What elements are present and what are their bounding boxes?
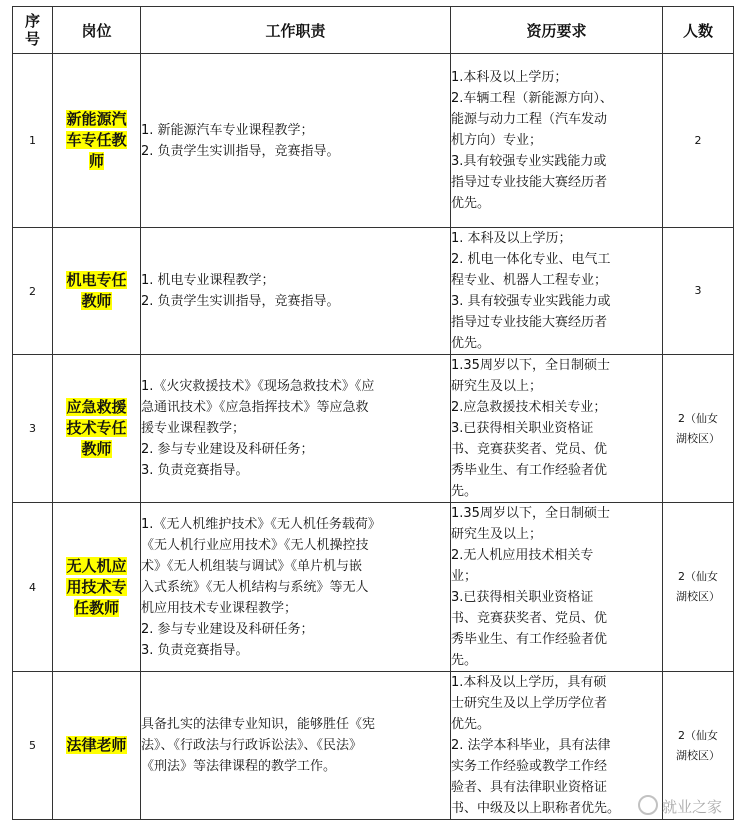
duty-line: 1. 新能源汽车专业课程教学；	[141, 122, 314, 138]
headcount-cell	[663, 54, 734, 228]
headcount-cell	[663, 355, 734, 503]
requirement-line: 业；	[451, 569, 478, 584]
headcount-cell	[663, 228, 734, 355]
header-row	[13, 7, 734, 54]
requirement-line: 优先。	[451, 196, 491, 211]
duty-line: 《刑法》等法律课程的教学工作。	[141, 759, 337, 774]
position-title-line: 用技术专	[66, 577, 127, 596]
position-cell	[53, 672, 141, 820]
position-title-line: 车专任教	[66, 131, 127, 149]
duty-line: 入式系统》《无人机结构与系统》等无人	[141, 579, 369, 595]
headcount-line: 2（仙女	[678, 411, 718, 425]
requirement-line: 研究生及以上；	[451, 527, 543, 542]
requirement-line: 3.具有较强专业实践能力或	[451, 154, 607, 169]
table-row	[13, 54, 734, 228]
requirement-line: 2. 机电一体化专业、电气工	[451, 252, 611, 267]
position-title-line: 机电专任	[66, 271, 127, 289]
header-count: 人数	[663, 7, 734, 54]
header-no	[13, 7, 53, 54]
position-title-line: 教师	[81, 440, 112, 458]
requirement-line: 3.已获得相关职业资格证	[451, 590, 594, 605]
requirement-line: 2.无人机应用技术相关专	[451, 548, 594, 563]
requirement-line: 指导过专业技能大赛经历者	[451, 315, 608, 330]
duties-cell	[141, 672, 451, 820]
duty-line: 援专业课程教学；	[141, 421, 246, 436]
duty-line: 2. 参与专业建设及科研任务；	[141, 621, 314, 637]
requirement-line: 先。	[451, 653, 478, 668]
position-title-line: 教师	[81, 292, 112, 310]
position-title-line: 无人机应	[66, 556, 127, 575]
table-row	[13, 355, 734, 503]
requirements-cell	[451, 54, 663, 228]
header-requirements: 资历要求	[451, 7, 663, 54]
position-cell	[53, 54, 141, 228]
requirement-line: 1.本科及以上学历，具有硕	[451, 675, 607, 690]
requirements-cell	[451, 355, 663, 503]
requirements-cell	[451, 228, 663, 355]
requirement-line: 程专业、机器人工程专业；	[451, 273, 608, 288]
requirement-line: 书、竞赛获奖者、党员、优	[451, 611, 608, 626]
requirement-line: 能源与动力工程（汽车发动	[451, 112, 608, 127]
headcount-line: 湖校区）	[676, 590, 720, 603]
position-title-line: 师	[88, 152, 104, 170]
duty-line: 2. 参与专业建设及科研任务；	[141, 442, 314, 457]
duty-line: 术》《无人机组装与调试》《单片机与嵌	[141, 558, 363, 574]
headcount-line: 2	[694, 133, 702, 147]
duty-line: 2. 负责学生实训指导，竞赛指导。	[141, 294, 340, 309]
row-number: 1	[13, 54, 53, 228]
requirement-line: 3.已获得相关职业资格证	[451, 421, 594, 436]
position-title-line: 法律老师	[66, 736, 127, 754]
duty-line: 急通讯技术》《应急指挥技术》等应急救	[141, 400, 369, 415]
duty-line: 2. 负责学生实训指导，竞赛指导。	[141, 143, 340, 159]
duty-line: 1.《火灾救援技术》《现场急救技术》《应	[141, 379, 375, 394]
requirement-line: 士研究生及以上学历学位者	[451, 696, 608, 711]
table-row	[13, 228, 734, 355]
header-no-line-2: 号	[24, 30, 40, 48]
duty-line: 具备扎实的法律专业知识，能够胜任《宪	[141, 717, 376, 732]
requirement-line: 研究生及以上；	[451, 379, 543, 394]
requirement-line: 1.35周岁以下，全日制硕士	[451, 358, 610, 373]
requirement-line: 2.应急救援技术相关专业；	[451, 400, 607, 415]
row-number: 3	[13, 355, 53, 503]
duty-line: 法》、《行政法与行政诉讼法》、《民法》	[141, 738, 363, 753]
position-title-line: 应急救援	[66, 398, 127, 416]
duty-line: 《无人机行业应用技术》《无人机操控技	[141, 537, 369, 553]
table-row	[13, 503, 734, 672]
requirement-line: 1.本科及以上学历；	[451, 70, 568, 85]
duty-line: 1.《无人机维护技术》《无人机任务载荷》	[141, 516, 381, 532]
position-cell	[53, 503, 141, 672]
requirement-line: 实务工作经验或教学工作经	[451, 759, 608, 774]
duties-cell	[141, 54, 451, 228]
requirements-cell	[451, 672, 663, 820]
row-number: 4	[13, 503, 53, 672]
requirement-line: 先。	[451, 484, 478, 499]
position-cell	[53, 228, 141, 355]
position-title-line: 新能源汽	[66, 110, 127, 128]
requirement-line: 1.35周岁以下，全日制硕士	[451, 506, 610, 521]
header-duties: 工作职责	[141, 7, 451, 54]
duty-line: 机应用技术专业课程教学；	[141, 600, 298, 616]
duties-cell	[141, 503, 451, 672]
watermark	[638, 795, 722, 817]
headcount-line: 2（仙女	[678, 728, 718, 742]
requirement-line: 优先。	[451, 717, 491, 732]
table-row	[13, 672, 734, 820]
logo-icon	[638, 795, 658, 815]
headcount-line: 湖校区）	[676, 748, 720, 762]
requirement-line: 2.车辆工程（新能源方向）、	[451, 91, 613, 106]
requirement-line: 机方向）专业；	[451, 133, 543, 148]
header-position: 岗位	[53, 7, 141, 54]
requirement-line: 秀毕业生、有工作经验者优	[451, 632, 608, 647]
duty-line: 3. 负责竞赛指导。	[141, 463, 249, 478]
headcount-cell	[663, 503, 734, 672]
position-title-line: 任教师	[73, 598, 119, 617]
headcount-line: 湖校区）	[676, 431, 720, 445]
requirement-line: 验者、具有法律职业资格证	[451, 780, 608, 795]
watermark-text: 就业之家	[661, 798, 722, 816]
position-cell	[53, 355, 141, 503]
requirement-line: 书、竞赛获奖者、党员、优	[451, 442, 608, 457]
requirement-line: 1. 本科及以上学历；	[451, 231, 572, 246]
header-no-line-1: 序	[24, 12, 40, 30]
requirement-line: 书、中级及以上职称者优先。	[451, 801, 621, 816]
requirement-line: 优先。	[451, 336, 491, 351]
requirement-line: 3. 具有较强专业实践能力或	[451, 294, 611, 309]
requirements-cell	[451, 503, 663, 672]
headcount-line: 3	[694, 284, 702, 297]
duty-line: 1. 机电专业课程教学；	[141, 273, 275, 288]
position-title-line: 技术专任	[66, 419, 127, 437]
requirement-line: 2. 法学本科毕业，具有法律	[451, 738, 611, 753]
headcount-line: 2（仙女	[678, 570, 718, 583]
duty-line: 3. 负责竞赛指导。	[141, 642, 249, 658]
jobs-table	[12, 6, 734, 820]
row-number: 2	[13, 228, 53, 355]
duties-cell	[141, 228, 451, 355]
requirement-line: 指导过专业技能大赛经历者	[451, 175, 608, 190]
row-number: 5	[13, 672, 53, 820]
duties-cell	[141, 355, 451, 503]
requirement-line: 秀毕业生、有工作经验者优	[451, 463, 608, 478]
